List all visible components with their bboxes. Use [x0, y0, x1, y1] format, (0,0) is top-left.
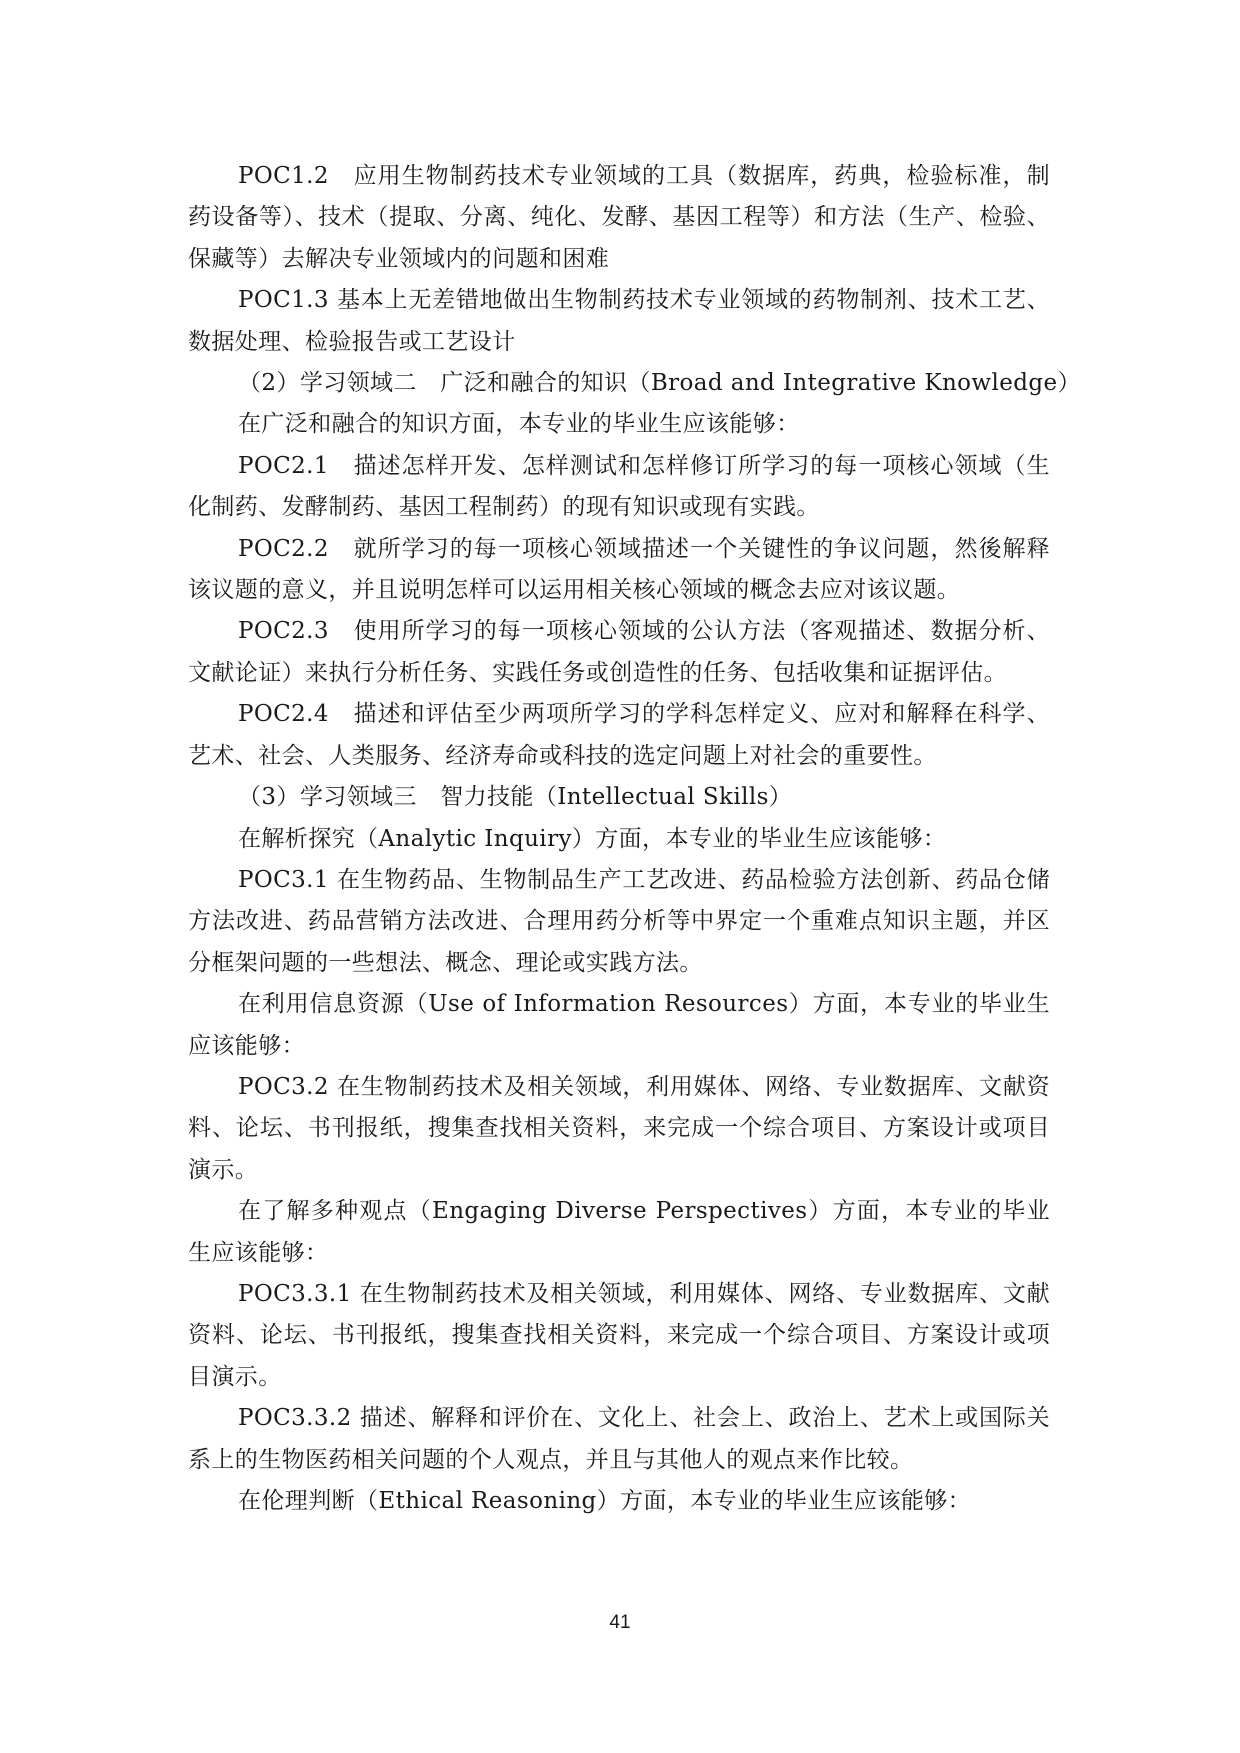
paragraph-poc3-3-1: POC3.3.1 在生物制药技术及相关领域，利用媒体、网络、专业数据库、文献资料、论坛、书刊报纸，搜集查找相关资料，来完成一个综合项目、方案设计或项目演示。 — [188, 1280, 1050, 1390]
paragraph-poc1-3: POC1.3 基本上无差错地做出生物制药技术专业领域的药物制剂、技术工艺、数据处理、检验报告或工艺设计 — [188, 287, 1050, 355]
paragraph-poc3-1: POC3.1 在生物药品、生物制品生产工艺改进、药品检验方法创新、药品仓储方法改进、药品营销方法改进、合理用药分析等中界定一个重难点知识主题，并区分框架问题的一些想法、概念、理论或实践方法。 — [188, 866, 1050, 976]
paragraph-poc3-3-2: POC3.3.2 描述、解释和评价在、文化上、社会上、政治上、艺术上或国际关系上的生物医药相关问题的个人观点，并且与其他人的观点来作比较。 — [188, 1405, 1050, 1473]
paragraph-intro-diverse-perspectives: 在了解多种观点（Engaging Diverse Perspectives）方面，本专业的毕业生应该能够： — [188, 1198, 1050, 1266]
section-heading-learning-area-2: （2）学习领域二 广泛和融合的知识（Broad and Integrative Knowledge） — [238, 370, 1081, 397]
paragraph-poc2-2: POC2.2 就所学习的每一项核心领域描述一个关键性的争议问题，然後解释该议题的意义，并且说明怎样可以运用相关核心领域的概念去应对该议题。 — [188, 535, 1050, 604]
paragraph-intro-ethical-reasoning: 在伦理判断（Ethical Reasoning）方面，本专业的毕业生应该能够： — [238, 1488, 972, 1514]
page-body — [188, 156, 1081, 1522]
paragraph-poc3-2: POC3.2 在生物制药技术及相关领域，利用媒体、网络、专业数据库、文献资料、论坛、书刊报纸，搜集查找相关资料，来完成一个综合项目、方案设计或项目演示。 — [188, 1073, 1050, 1183]
paragraph-intro-broad-knowledge: 在广泛和融合的知识方面，本专业的毕业生应该能够： — [238, 411, 800, 438]
paragraph-intro-analytic-inquiry: 在解析探究（Analytic Inquiry）方面，本专业的毕业生应该能够： — [238, 825, 947, 852]
paragraph-poc2-3: POC2.3 使用所学习的每一项核心领域的公认方法（客观描述、数据分析、文献论证）来执行分析任务、实践任务或创造性的任务、包括收集和证据评估。 — [188, 618, 1050, 686]
paragraph-poc2-4: POC2.4 描述和评估至少两项所学习的学科怎样定义、应对和解释在科学、艺术、社会、人类服务、经济寿命或科技的选定问题上对社会的重要性。 — [188, 701, 1050, 769]
paragraph-poc1-2: POC1.2 应用生物制药技术专业领域的工具（数据库，药典，检验标准，制药设备等）、技术（提取、分离、纯化、发酵、基因工程等）和方法（生产、检验、保藏等）去解决专业领域内的问题和困难 — [188, 163, 1050, 272]
section-heading-learning-area-3: （3）学习领域三 智力技能（Intellectual Skills） — [238, 784, 793, 811]
paragraph-intro-information-resources: 在利用信息资源（Use of Information Resources）方面，本专业的毕业生应该能够： — [188, 991, 1050, 1059]
paragraph-poc2-1: POC2.1 描述怎样开发、怎样测试和怎样修订所学习的每一项核心领域（生化制药、发酵制药、基因工程制药）的现有知识或现有实践。 — [188, 452, 1050, 521]
page-number: 41 — [609, 1612, 631, 1633]
